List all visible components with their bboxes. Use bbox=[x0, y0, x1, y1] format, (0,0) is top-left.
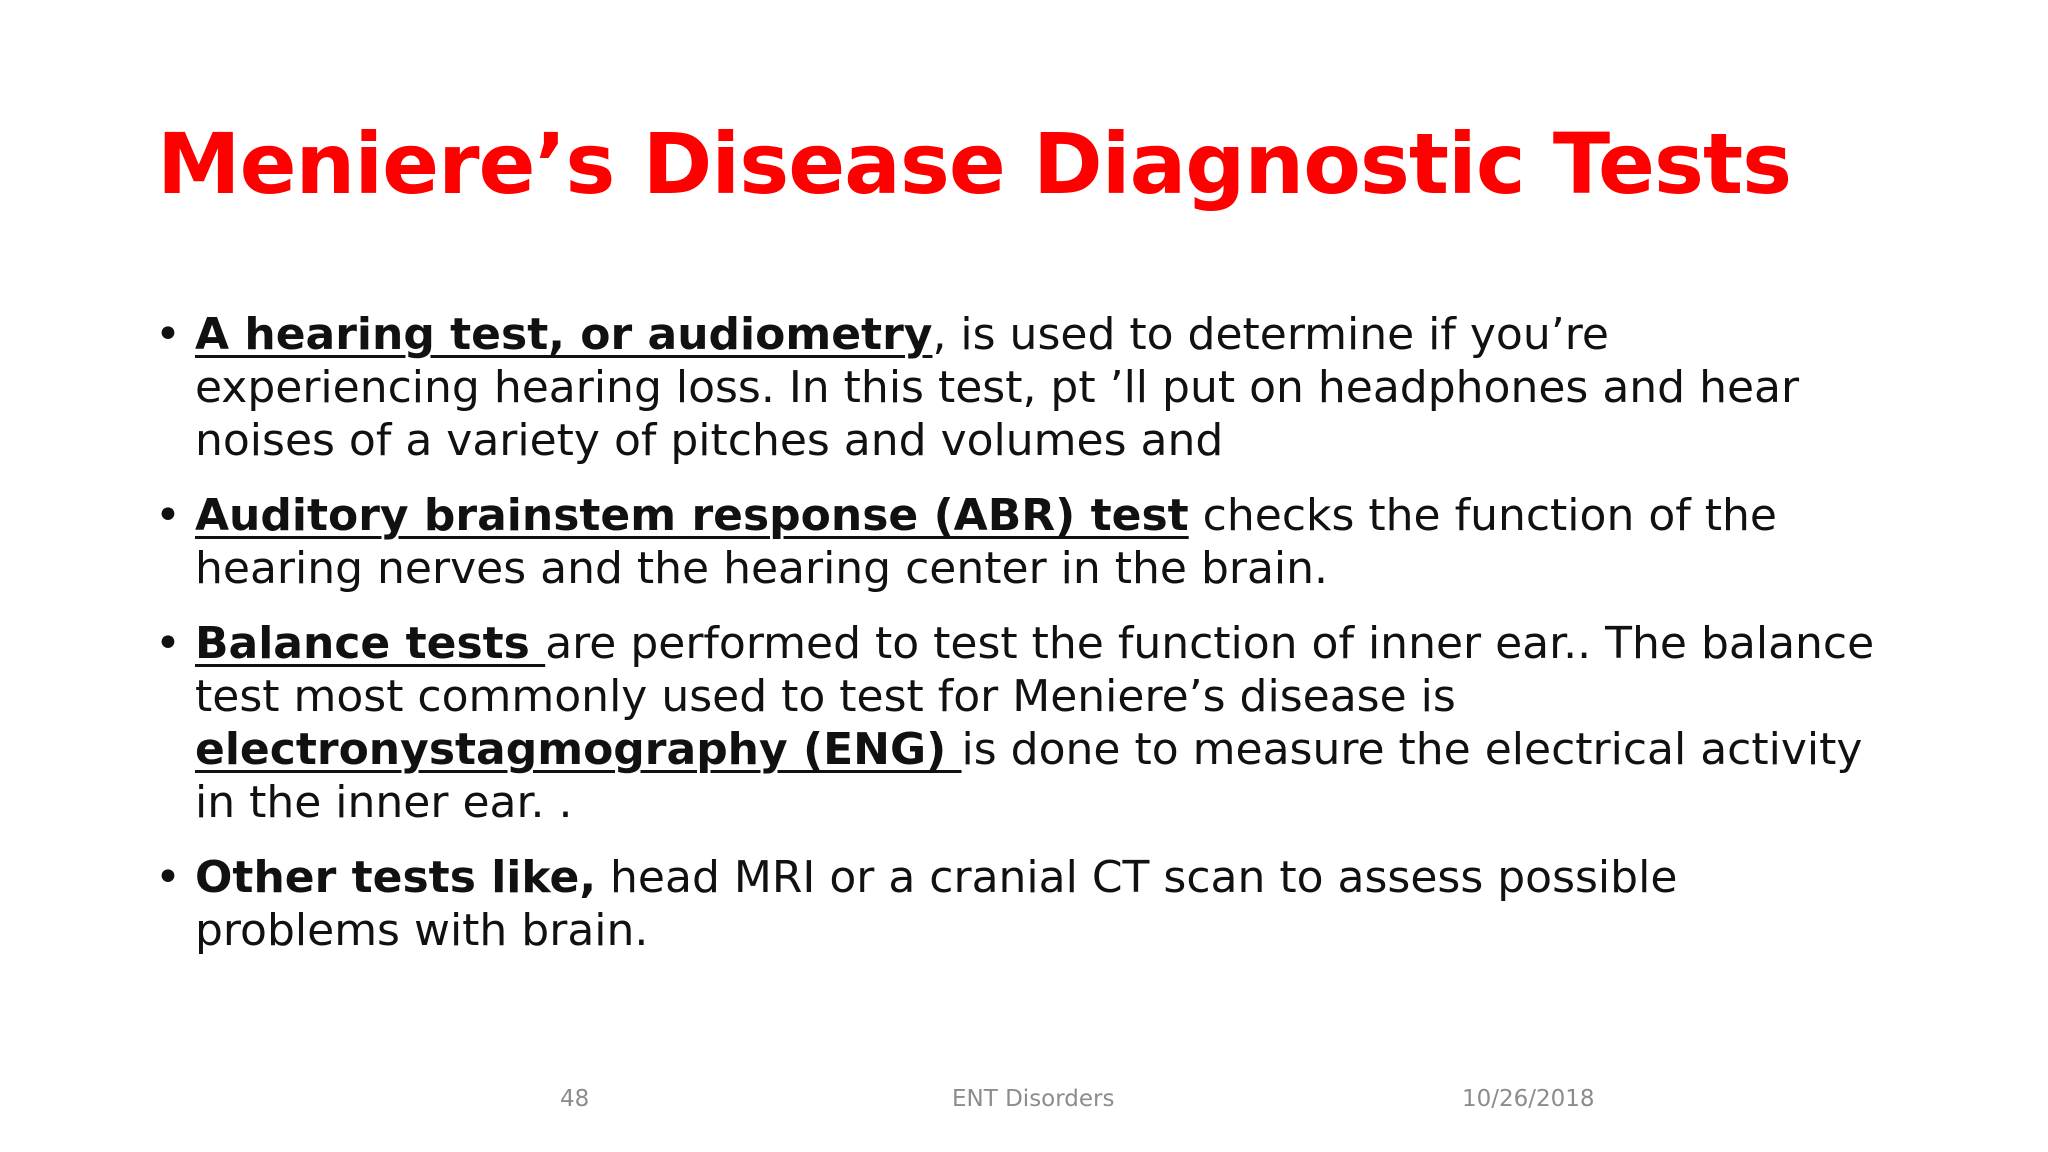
bullet-text-continued: is done to measure the electrical activity in the inner ear. . bbox=[195, 724, 1863, 828]
bullet-lead-term: Auditory brainstem response (ABR) test bbox=[195, 490, 1189, 541]
slide-title: Meniere’s Disease Diagnostic Tests bbox=[157, 115, 1792, 213]
footer-title: ENT Disorders bbox=[952, 1086, 1115, 1112]
bullet-text: , is used to determine if you’re experiencing hearing loss. In this test, pt ’ll put on headphones and hear noises of a variety of pitches and volumes and bbox=[195, 309, 1800, 466]
bullet-marker: • bbox=[155, 852, 181, 903]
bullet-text: are performed to test the function of inner ear.. The balance test most commonly used to test for Meniere’s disease is bbox=[195, 618, 1875, 722]
bullet-list bbox=[155, 308, 1895, 979]
bullet-marker: • bbox=[155, 309, 181, 360]
bullet-lead-term: Balance tests bbox=[195, 618, 546, 669]
bullet-secondary-term: electronystagmography (ENG) bbox=[195, 724, 962, 775]
bullet-lead-term: A hearing test, or audiometry bbox=[195, 309, 933, 360]
bullet-item-other-tests bbox=[155, 851, 1895, 957]
bullet-text: head MRI or a cranial CT scan to assess possible problems with brain. bbox=[195, 852, 1678, 956]
footer-page-number: 48 bbox=[560, 1086, 590, 1112]
bullet-item-abr bbox=[155, 489, 1895, 595]
bullet-marker: • bbox=[155, 618, 181, 669]
bullet-text: checks the function of the hearing nerves and the hearing center in the brain. bbox=[195, 490, 1777, 594]
bullet-item-audiometry bbox=[155, 308, 1895, 467]
bullet-item-balance-tests bbox=[155, 617, 1895, 829]
bullet-lead-term: Other tests like, bbox=[195, 852, 597, 903]
bullet-marker: • bbox=[155, 490, 181, 541]
footer-date: 10/26/2018 bbox=[1462, 1086, 1595, 1112]
